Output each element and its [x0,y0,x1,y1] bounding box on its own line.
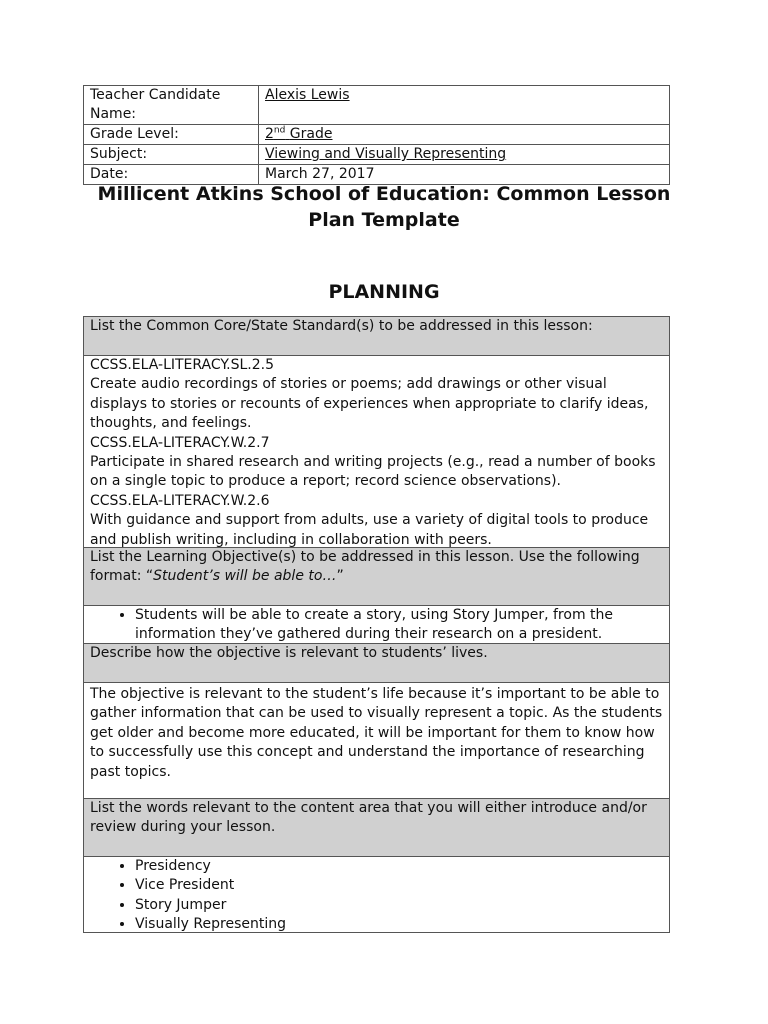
relevance-header: Describe how the objective is relevant to students’ lives. [84,644,669,683]
subject-label: Subject: [84,145,259,165]
objectives-format: Student’s will be able to… [153,568,337,585]
standard-text: Participate in shared research and writing projects (e.g., read a number of books on a single topic to produce a report; record science observations). [90,454,656,490]
standard-text: With guidance and support from adults, use a variety of digital tools to produce and publish writing, including in collaboration with peers. [90,512,649,548]
standard-text: Create audio recordings of stories or poems; add drawings or other visual displays to stories or recounts of experiences when appropriate to clarify ideas, thoughts, and feelings. [90,376,649,432]
relevance-text: The objective is relevant to the student’s life because it’s important to be able to gather information that can be used to visually represent a topic. As the students get older and become more educated, it will be important for them to know how to successfully use this concept and understand the importance of researching past topics. [90,686,663,780]
objectives-list [90,606,663,644]
grade-number: 2 [265,126,274,142]
date-label: Date: [84,165,259,185]
grade-label: Grade Level: [84,125,259,145]
vocabulary-header: List the words relevant to the content area that you will either introduce and/or review during your lesson. [84,799,669,857]
relevance-body [84,683,669,799]
objectives-header-end: ” [336,568,344,585]
list-item: • Presidency [135,857,663,876]
list-item: • Visually Representing [135,915,663,932]
objectives-header-text: List the Learning Objective(s) to be addressed in this lesson. Use the following format: “ [90,549,640,585]
vocabulary-list [90,857,663,932]
grade-suffix: nd [273,125,286,136]
teacher-info-table [83,85,670,185]
grade-word: Grade [289,126,333,142]
subject-row [84,145,670,165]
objectives-body [84,606,669,644]
standards-header: List the Common Core/State Standard(s) to be addressed in this lesson: [84,317,669,356]
date-value: March 27, 2017 [259,165,670,185]
grade-value [265,126,332,142]
list-item: • Students will be able to create a story, using Story Jumper, from the information they’ve gathered during their research on a president. [135,606,663,644]
planning-heading: PLANNING [328,281,440,303]
standard-code: CCSS.ELA-LITERACY.SL.2.5 [90,357,274,373]
subject-value: Viewing and Visually Representing [265,146,507,162]
teacher-value: Alexis Lewis [265,87,350,103]
vocabulary-body [84,857,669,932]
list-item: • Vice President [135,876,663,895]
standards-body [84,356,669,548]
document-title: Millicent Atkins School of Education: Common Lesson Plan Template [97,183,671,231]
planning-table [83,316,670,933]
teacher-row [84,86,670,125]
grade-row [84,125,670,145]
objectives-header [84,548,669,606]
list-item: • Story Jumper [135,896,663,915]
standard-code: CCSS.ELA-LITERACY.W.2.6 [90,492,270,509]
teacher-label: Teacher Candidate Name: [84,86,259,125]
standard-code: CCSS.ELA-LITERACY.W.2.7 [90,434,270,451]
